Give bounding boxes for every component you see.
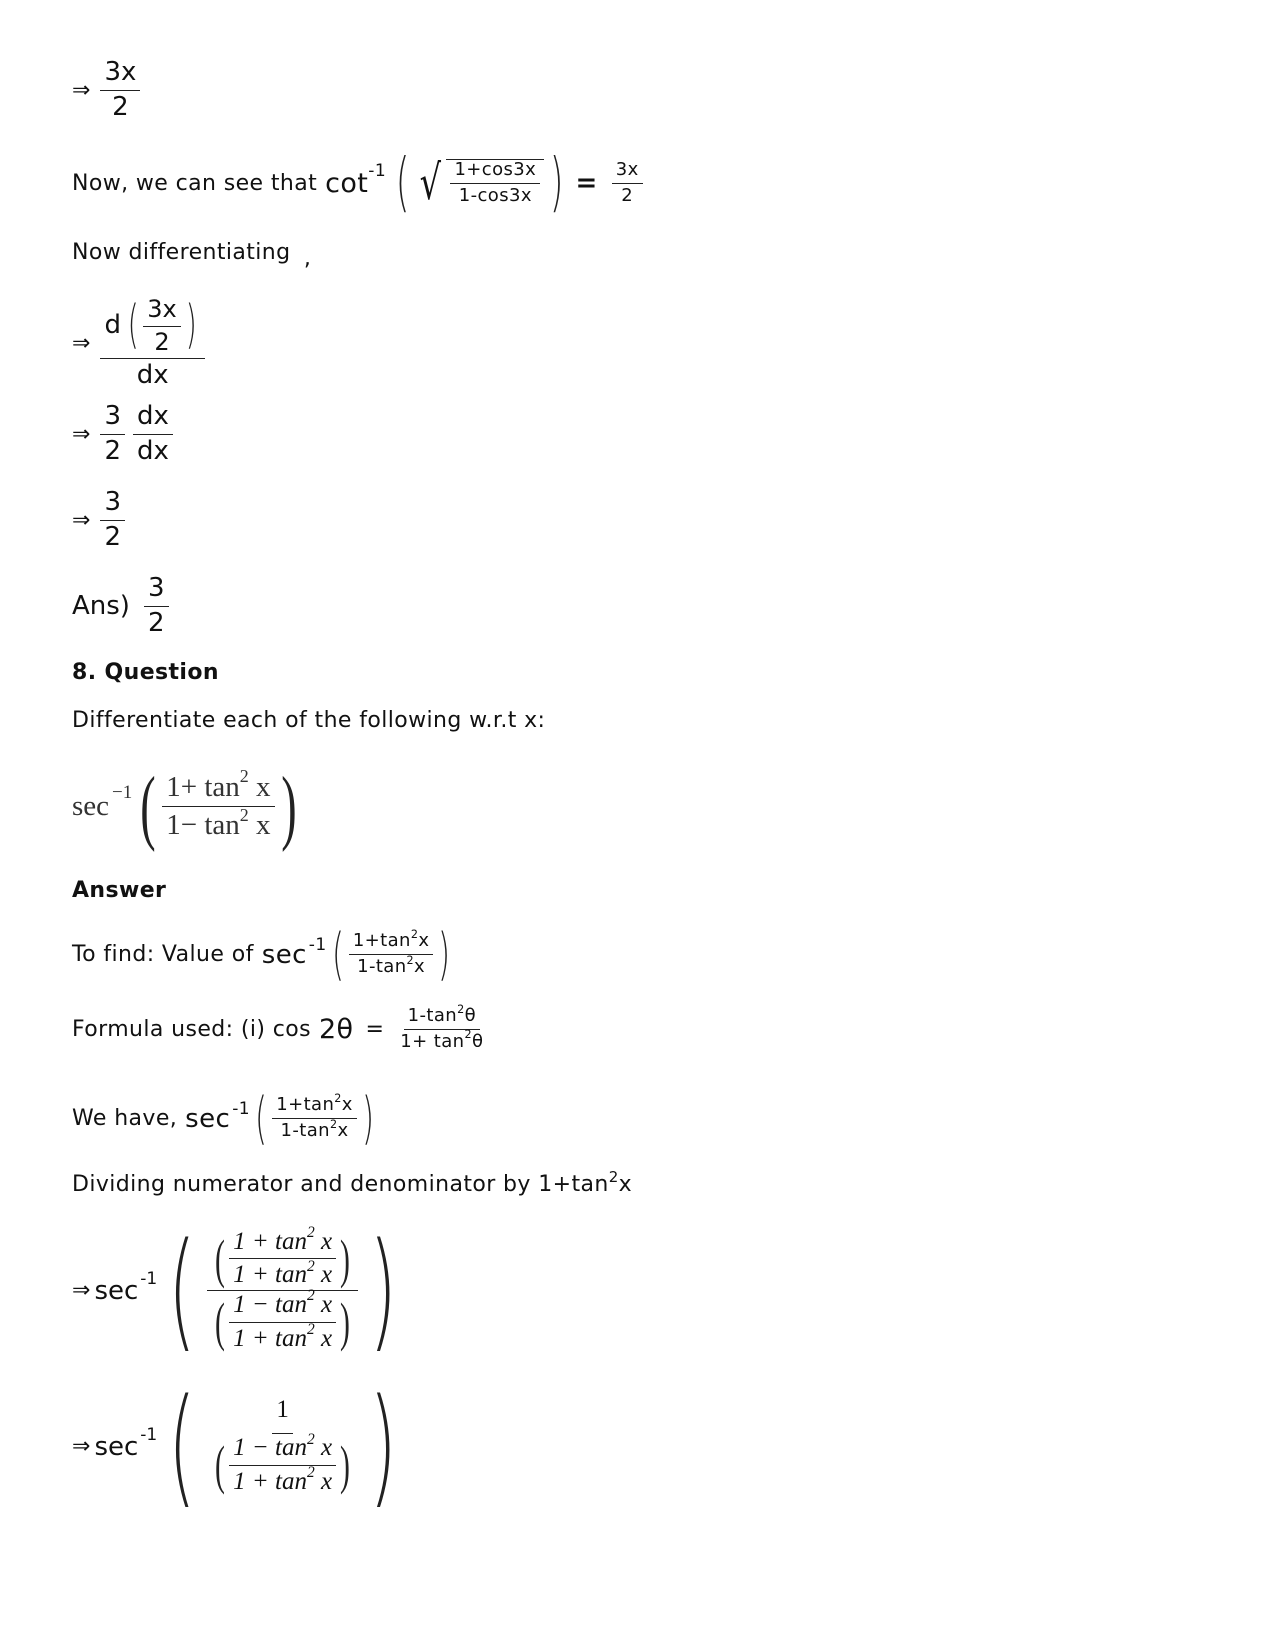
sec-function: sec <box>261 939 307 970</box>
fraction-3x-2-small: $\frac{3x}{2}$ <box>612 160 643 206</box>
cot-function: cot <box>325 167 369 199</box>
nested-fraction: ( $\frac{1 + \tan^2 x}{1 + \tan^2 x}$ ) ( $\frac{1 - \tan^2 x}{1 + \tan^2 x}$ ) <box>207 1228 358 1354</box>
step-simplified-expression: ⇒ sec -1 ( 1 ( $\frac{1 - \tan^2 x}{1 + \tan^2 x}$ ) ) <box>72 1372 397 1521</box>
sec-function: sec <box>94 1431 139 1462</box>
to-find-fraction: $\frac{1+\tan^2x}{1-\tan^2x}$ <box>349 931 434 977</box>
step-derivative-expression <box>72 296 205 391</box>
answer-heading: Answer <box>72 878 167 903</box>
question-fraction: $\frac{1+ \tan^2 x}{1- \tan^2 x}$ <box>162 771 274 843</box>
implies-symbol: ⇒ <box>72 1278 91 1303</box>
we-have-line: We have, sec -1 ( $\frac{1+\tan^2x}{1-\tan^2x}$ ) <box>72 1086 375 1151</box>
fraction-3x-2: $\frac{3x}{2}$ <box>100 58 140 123</box>
sec-function: sec <box>72 790 110 822</box>
question-prompt: Differentiate each of the following w.r.t x: <box>72 708 546 733</box>
right-paren: ) <box>549 146 564 220</box>
formula-fraction: $\frac{1-\tan^2\theta}{1+ \tan^2\theta}$ <box>400 1002 484 1052</box>
inverse-exponent: −1 <box>112 781 133 803</box>
dividing-line: Dividing numerator and denominator by $1+\tan^2x$ <box>72 1168 633 1197</box>
observation-text: Now, we can see that <box>72 170 318 196</box>
sec-function: sec <box>185 1103 231 1134</box>
radicand-fraction: $\frac{1+\cos 3x}{1-\cos 3x}$ <box>446 159 544 207</box>
implies-symbol: ⇒ <box>72 507 91 533</box>
question-expression <box>72 758 303 855</box>
implies-symbol: ⇒ <box>72 421 91 447</box>
step-three-halves-dxdx <box>72 402 173 467</box>
observation-line <box>72 146 643 220</box>
equals-sign: = <box>575 168 598 198</box>
answer-label: Ans) <box>72 591 130 622</box>
step-result-3x-over-2 <box>72 58 140 123</box>
right-paren: ) <box>280 760 297 853</box>
implies-symbol: ⇒ <box>72 331 91 357</box>
derivative-fraction: d ( $\frac{3x}{2}$ ) dx <box>100 296 205 391</box>
we-have-fraction: $\frac{1+\tan^2x}{1-\tan^2x}$ <box>272 1095 357 1141</box>
step-three-halves <box>72 488 125 553</box>
implies-symbol: ⇒ <box>72 77 91 103</box>
differentiating-line: Now differentiating , <box>72 240 312 271</box>
left-paren: ( <box>395 146 410 220</box>
two-theta: 2θ <box>318 1013 354 1045</box>
to-find-line: To find: Value of sec -1 ( $\frac{1+\tan^2x}{1-\tan^2x}$ ) <box>72 922 451 987</box>
radical-sign: √ <box>420 155 442 211</box>
step-divided-expression: ⇒ sec -1 ( ( $\frac{1 + \tan^2 x}{1 + \tan^2 x}$ ) ( $\frac{1 - \tan^2 x}{1 + \tan^2 x}$ ) ) <box>72 1216 397 1365</box>
simplified-fraction: 1 ( $\frac{1 - \tan^2 x}{1 + \tan^2 x}$ ) <box>215 1396 351 1496</box>
formula-line: Formula used: (i) cos 2θ = $\frac{1-\tan^2\theta}{1+ \tan^2\theta}$ <box>72 1006 487 1052</box>
fraction-3-2: $\frac{3}{2}$ <box>100 488 125 553</box>
left-paren: ( <box>140 760 156 853</box>
sec-function: sec <box>94 1275 139 1306</box>
answer-line <box>72 574 169 639</box>
fraction-dx-dx: $\frac{dx}{dx}$ <box>133 402 173 467</box>
implies-symbol: ⇒ <box>72 1434 91 1459</box>
question-heading: 8. Question <box>72 660 219 685</box>
answer-fraction: $\frac{3}{2}$ <box>144 574 169 639</box>
fraction-3-2: $\frac{3}{2}$ <box>100 402 125 467</box>
square-root <box>415 155 544 211</box>
inverse-exponent: -1 <box>368 161 387 181</box>
